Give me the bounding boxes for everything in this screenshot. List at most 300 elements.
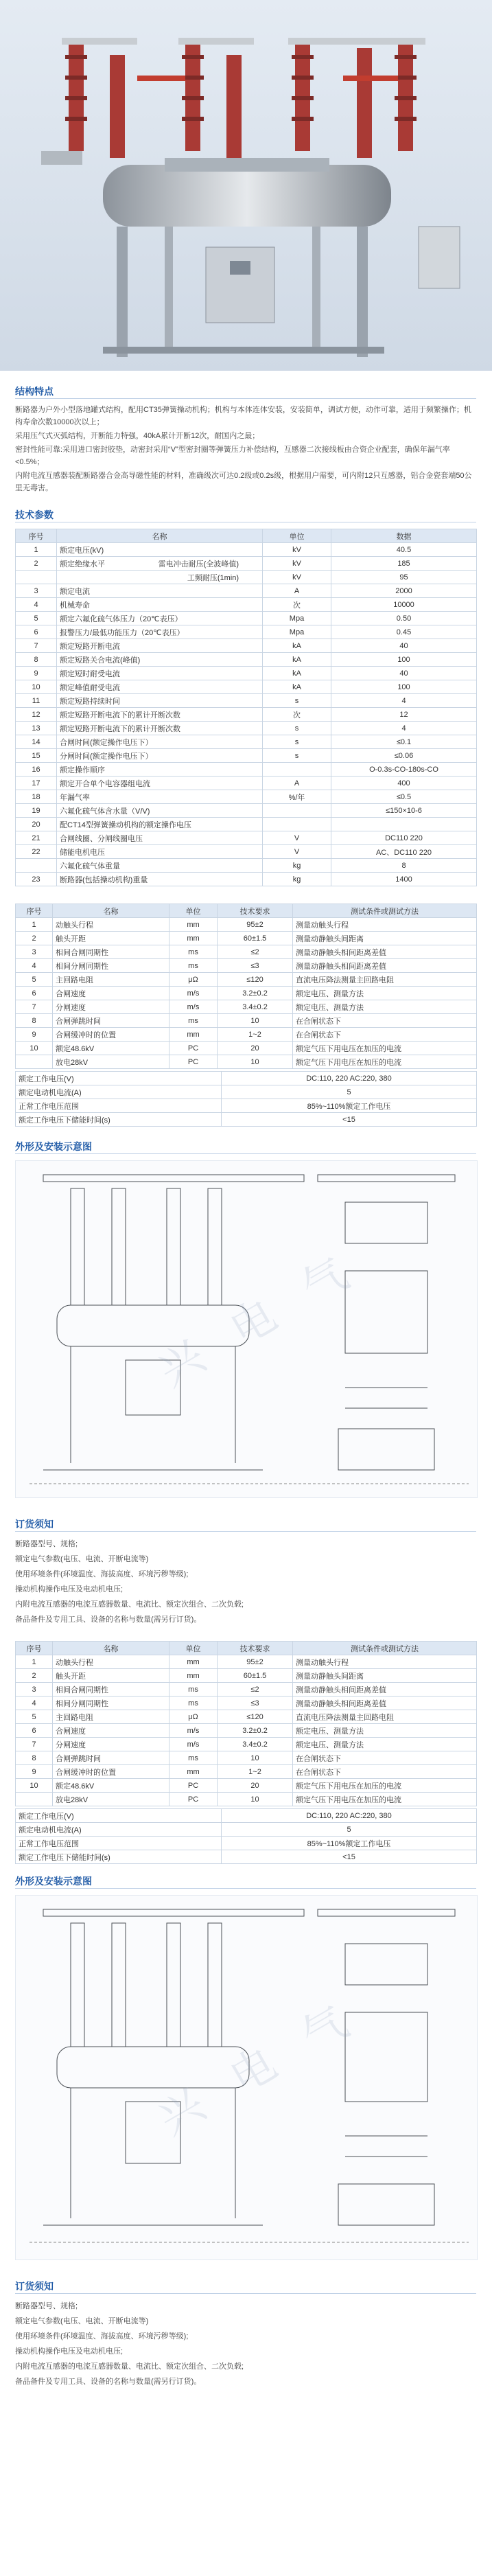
cell-index: 12 (16, 708, 57, 722)
table-row (16, 1724, 477, 1738)
cell-unit: Mpa (263, 625, 331, 639)
cell-name: 额定48.6kV (53, 1042, 169, 1055)
cell-name: 额定工作电压下储能时间(s) (16, 1850, 222, 1864)
cell-index: 16 (16, 763, 57, 777)
table-row (16, 735, 477, 749)
table-row (16, 584, 477, 598)
cell-requirement: ≤3 (218, 959, 293, 973)
section-divider (15, 1888, 476, 1889)
cell-unit: kV (263, 557, 331, 571)
cell-name: 额定短路开断电流下的累计开断次数 (57, 708, 263, 722)
section-title-structure: 结构特点 (15, 386, 54, 397)
cell-index: 5 (16, 973, 53, 987)
table-row (16, 1793, 477, 1806)
table-header-row (16, 904, 477, 918)
table-row (16, 612, 477, 625)
cell-unit: ms (169, 1697, 218, 1710)
cell-name: 额定工作电压下储能时间(s) (16, 1113, 222, 1127)
cell-value: DC:110, 220 AC:220, 380 (222, 1072, 477, 1085)
cell-index: 7 (16, 1000, 53, 1014)
cell-unit: kg (263, 859, 331, 873)
cell-index (16, 1793, 53, 1806)
cell-unit: m/s (169, 1738, 218, 1751)
cell-name: 主回路电阻 (53, 1710, 169, 1724)
table-row (16, 1072, 477, 1085)
table-row (16, 777, 477, 790)
watermark: 兴 电 气 (150, 1242, 368, 1397)
product-photo (0, 0, 492, 371)
cell-unit: s (263, 694, 331, 708)
col-header-requirement: 技术要求 (218, 1642, 293, 1655)
cell-name: 六氟化硫气体重量 (57, 859, 263, 873)
cell-method: 额定气压下用电压在加压的电流 (293, 1055, 477, 1069)
table-row (16, 1765, 477, 1779)
table-row (16, 639, 477, 653)
cell-unit: ms (169, 945, 218, 959)
cell-index: 7 (16, 1738, 53, 1751)
table-row (16, 667, 477, 680)
cell-unit: PC (169, 1779, 218, 1793)
table-row (16, 1113, 477, 1127)
cell-method: 额定气压下用电压在加压的电流 (293, 1793, 477, 1806)
col-header-value: 数据 (331, 529, 477, 543)
table-row (16, 571, 477, 584)
cell-name: 合闸时间(额定操作电压下） (57, 735, 263, 749)
cell-value: 4 (331, 694, 477, 708)
cell-value: 185 (331, 557, 477, 571)
cell-value: 4 (331, 722, 477, 735)
cell-index: 10 (16, 1779, 53, 1793)
cell-method: 在合闸状态下 (293, 1751, 477, 1765)
cell-value: 5 (222, 1823, 477, 1837)
table-row (16, 708, 477, 722)
cell-unit: μΩ (169, 973, 218, 987)
watermark: 兴 电 气 (150, 1990, 368, 2146)
cell-name: 储能电机电压 (57, 845, 263, 859)
order-note-item: 断路器型号、规格; (15, 2302, 78, 2310)
test-params-table (15, 904, 477, 1069)
outline-diagram-2 (15, 1895, 478, 2260)
table-row (16, 1710, 477, 1724)
cell-requirement: 60±1.5 (218, 932, 293, 945)
cell-method: 直流电压降法测量主回路电阻 (293, 973, 477, 987)
cell-name: 额定短路开断电流下的累计开断次数 (57, 722, 263, 735)
table-row (16, 749, 477, 763)
cell-name: 触头开距 (53, 1669, 169, 1683)
cell-unit: 次 (263, 598, 331, 612)
cell-value: 1400 (331, 873, 477, 886)
cell-requirement: 20 (218, 1042, 293, 1055)
cell-index: 5 (16, 612, 57, 625)
cell-method: 额定气压下用电压在加压的电流 (293, 1042, 477, 1055)
cell-subname: 雷电冲击耐压(全波峰值) (158, 560, 239, 568)
cell-index: 2 (16, 557, 57, 571)
cell-index: 11 (16, 694, 57, 708)
cell-method: 在合闸状态下 (293, 1028, 477, 1042)
cell-method: 额定电压、测量方法 (293, 1738, 477, 1751)
cell-name: 额定电动机电流(A) (16, 1085, 222, 1099)
table-row (16, 1809, 477, 1823)
cell-unit (263, 818, 331, 831)
cell-index: 3 (16, 1683, 53, 1697)
cell-index: 4 (16, 959, 53, 973)
cell-requirement: 20 (218, 1779, 293, 1793)
cell-value: ≤0.5 (331, 790, 477, 804)
cell-index (16, 1055, 53, 1069)
cell-unit: kV (263, 543, 331, 557)
cell-index: 3 (16, 584, 57, 598)
table-row (16, 680, 477, 694)
cell-name: 额定短时耐受电流 (57, 667, 263, 680)
table-header-row (16, 1642, 477, 1655)
section-divider (15, 1153, 476, 1154)
test-params-table-2 (15, 1641, 477, 1806)
section-divider (15, 398, 476, 399)
cell-method: 测量动静触头间距离 (293, 932, 477, 945)
order-note-item: 使用环境条件(环境温度、海拔高度、环境污秽等级); (15, 1570, 189, 1578)
cell-index: 8 (16, 1751, 53, 1765)
table-row (16, 653, 477, 667)
table-row (16, 845, 477, 859)
section-title-outline-2: 外形及安装示意图 (15, 1876, 92, 1887)
cell-value: ≤0.06 (331, 749, 477, 763)
structure-paragraph-3: 密封性能可靠:采用进口密封胶垫，动密封采用“V”型密封圈等弹簧压力补偿结构，互感器二次接线板由合资企业配套，确保年漏气率<0.5%； (15, 446, 450, 466)
cell-value: DC110 220 (331, 831, 477, 845)
cell-name: 额定峰值耐受电流 (57, 680, 263, 694)
table-row (16, 598, 477, 612)
cell-name: 断路器(包括操动机构)重量 (57, 873, 263, 886)
cell-unit: m/s (169, 1724, 218, 1738)
table-row (16, 1028, 477, 1042)
cell-name: 额定绝缘水平 (60, 560, 105, 568)
table-row (16, 1683, 477, 1697)
cell-name: 相间分闸同期性 (53, 959, 169, 973)
tech-params-table (15, 529, 477, 886)
cell-unit: mm (169, 932, 218, 945)
cell-unit: PC (169, 1042, 218, 1055)
cell-name: 合闸弹跳时间 (53, 1751, 169, 1765)
cell-unit: s (263, 749, 331, 763)
cell-requirement: ≤2 (218, 1683, 293, 1697)
cell-index: 4 (16, 1697, 53, 1710)
col-header-name: 名称 (53, 904, 169, 918)
cell-method: 测量动静触头相间距离差值 (293, 959, 477, 973)
table-row (16, 973, 477, 987)
cell-method: 在合闸状态下 (293, 1014, 477, 1028)
cell-name: 分闸速度 (53, 1738, 169, 1751)
cell-name: 额定操作顺序 (57, 763, 263, 777)
cell-unit: m/s (169, 1000, 218, 1014)
cell-name: 分闸速度 (53, 1000, 169, 1014)
col-header-index: 序号 (16, 529, 57, 543)
cell-index: 8 (16, 1014, 53, 1028)
cell-requirement: ≤2 (218, 945, 293, 959)
cell-value: 95 (331, 571, 477, 584)
cell-name: 合闸速度 (53, 1724, 169, 1738)
cell-value (331, 818, 477, 831)
cell-unit: kA (263, 680, 331, 694)
cell-unit: kg (263, 873, 331, 886)
cell-requirement: 1~2 (218, 1765, 293, 1779)
cell-index: 6 (16, 625, 57, 639)
table-row (16, 1850, 477, 1864)
cell-unit: s (263, 722, 331, 735)
col-header-method: 测试条件或测试方法 (293, 1642, 477, 1655)
cell-index: 21 (16, 831, 57, 845)
cell-requirement: ≤3 (218, 1697, 293, 1710)
cell-name: 分闸时间(额定操作电压下） (57, 749, 263, 763)
cell-value: 100 (331, 653, 477, 667)
cell-requirement: 10 (218, 1014, 293, 1028)
cell-name: 动触头行程 (53, 1655, 169, 1669)
table-row (16, 1099, 477, 1113)
cell-index: 10 (16, 1042, 53, 1055)
cell-method: 直流电压降法测量主回路电阻 (293, 1710, 477, 1724)
cell-unit: PC (169, 1793, 218, 1806)
cell-name: 合闸缓冲时的位置 (53, 1028, 169, 1042)
cell-index: 17 (16, 777, 57, 790)
cell-index: 6 (16, 987, 53, 1000)
cell-index: 9 (16, 667, 57, 680)
col-header-method: 测试条件或测试方法 (293, 904, 477, 918)
col-header-index: 序号 (16, 904, 53, 918)
col-header-requirement: 技术要求 (218, 904, 293, 918)
section-title-order-1: 订货须知 (15, 1519, 54, 1530)
cell-unit: ms (169, 1014, 218, 1028)
cell-requirement: 3.4±0.2 (218, 1000, 293, 1014)
cell-index: 8 (16, 653, 57, 667)
cell-index: 3 (16, 945, 53, 959)
cell-index: 1 (16, 918, 53, 932)
cell-value: 2000 (331, 584, 477, 598)
table-row (16, 763, 477, 777)
cell-name (57, 571, 263, 584)
table-row (16, 859, 477, 873)
table-row (16, 932, 477, 945)
table-row (16, 831, 477, 845)
cell-name: 额定开合单个电容器组电流 (57, 777, 263, 790)
section-divider (15, 1531, 476, 1532)
cell-method: 测量动触头行程 (293, 918, 477, 932)
cell-name: 六氟化硫气体含水量（V/V) (57, 804, 263, 818)
cell-unit: %/年 (263, 790, 331, 804)
cell-name: 配CT14型弹簧操动机构的额定操作电压 (57, 818, 263, 831)
table-row (16, 1751, 477, 1765)
cell-unit: 次 (263, 708, 331, 722)
cell-name: 触头开距 (53, 932, 169, 945)
table-row (16, 818, 477, 831)
structure-paragraph-1: 断路器为户外小型落地罐式结构，配用CT35弹簧操动机构；机构与本体连体安装，安装简单，调试方便，动作可靠，适用于频繁操作；机构寿命次数10000次以上； (15, 406, 471, 426)
table-row (16, 1669, 477, 1683)
cell-unit: ms (169, 959, 218, 973)
cell-method: 额定气压下用电压在加压的电流 (293, 1779, 477, 1793)
cell-unit: mm (169, 1028, 218, 1042)
cell-method: 测量动触头行程 (293, 1655, 477, 1669)
cell-index: 20 (16, 818, 57, 831)
outline-diagram-1 (15, 1160, 478, 1498)
cell-name: 额定48.6kV (53, 1779, 169, 1793)
col-header-unit: 单位 (169, 904, 218, 918)
cell-index: 18 (16, 790, 57, 804)
cell-name: 额定六氟化硫气体压力（20℃表压） (57, 612, 263, 625)
cell-value: 8 (331, 859, 477, 873)
col-header-unit: 单位 (169, 1642, 218, 1655)
table-row (16, 722, 477, 735)
cell-value: 12 (331, 708, 477, 722)
order-note-item: 内附电流互感器的电流互感器数量、电流比、额定次组合、二次负载; (15, 1600, 244, 1609)
cell-value: ≤150×10-6 (331, 804, 477, 818)
cell-name: 额定电动机电流(A) (16, 1823, 222, 1837)
cell-method: 测量动静触头间距离 (293, 1669, 477, 1683)
cell-value: <15 (222, 1113, 477, 1127)
cell-index: 4 (16, 598, 57, 612)
col-header-unit: 单位 (263, 529, 331, 543)
cell-requirement: 60±1.5 (218, 1669, 293, 1683)
structure-paragraph-2: 采用压气式灭弧结构，开断能力特强，40kA累计开断12次，耐国内之最； (15, 432, 260, 440)
table-row (16, 1823, 477, 1837)
cell-unit: A (263, 584, 331, 598)
cell-requirement: 3.2±0.2 (218, 987, 293, 1000)
cell-index: 13 (16, 722, 57, 735)
order-note-item: 额定电气参数(电压、电流、开断电流等) (15, 2317, 149, 2325)
structure-paragraph-4: 内附电流互感器装配断路器合金高导磁性能的材料，准确级次可达0.2级或0.2s级，根据用户需要，可内附12只互感器，铝合金瓷套端50公里无毒害。 (15, 472, 472, 492)
cell-name: 机械寿命 (57, 598, 263, 612)
section-title-tech-params: 技术参数 (15, 509, 54, 520)
section-title-outline-1: 外形及安装示意图 (15, 1141, 92, 1152)
order-note-item: 操动机构操作电压及电动机电压; (15, 1585, 124, 1594)
order-note-item: 备品备件及专用工具、设备的名称与数量(需另行订货)。 (15, 2378, 202, 2386)
cell-unit: μΩ (169, 1710, 218, 1724)
cell-unit: kA (263, 667, 331, 680)
cell-name: 额定短路持续时间 (57, 694, 263, 708)
circuit-breaker-illustration (0, 0, 492, 371)
cell-name: 相间合闸同期性 (53, 945, 169, 959)
cell-name: 额定电压(kV) (57, 543, 263, 557)
cell-unit: m/s (169, 987, 218, 1000)
cell-index (16, 571, 57, 584)
cell-unit: s (263, 735, 331, 749)
cell-requirement: 1~2 (218, 1028, 293, 1042)
table-row (16, 959, 477, 973)
order-note-item: 内附电流互感器的电流互感器数量、电流比、额定次组合、二次负载; (15, 2362, 244, 2371)
order-note-item: 使用环境条件(环境温度、海拔高度、环境污秽等级); (15, 2332, 189, 2341)
cell-unit: mm (169, 1765, 218, 1779)
cell-value: 0.50 (331, 612, 477, 625)
cell-unit (263, 763, 331, 777)
cell-value: 100 (331, 680, 477, 694)
cell-index: 9 (16, 1028, 53, 1042)
cell-name: 报警压力/最低功能压力（20℃表压） (57, 625, 263, 639)
table-row (16, 1085, 477, 1099)
cell-unit: V (263, 845, 331, 859)
order-note-item: 备品备件及专用工具、设备的名称与数量(需另行订货)。 (15, 1615, 202, 1624)
cell-value: 40 (331, 639, 477, 653)
table-row (16, 945, 477, 959)
cell-unit: PC (169, 1055, 218, 1069)
cell-value: ≤0.1 (331, 735, 477, 749)
cell-name: 放电28kV (53, 1793, 169, 1806)
cell-unit: kA (263, 653, 331, 667)
cell-name: 年漏气率 (57, 790, 263, 804)
cell-index: 10 (16, 680, 57, 694)
table-row (16, 1000, 477, 1014)
cell-method: 测量动静触头相间距离差值 (293, 945, 477, 959)
col-header-name: 名称 (57, 529, 263, 543)
cell-requirement: 10 (218, 1055, 293, 1069)
cell-name: 额定短路开断电流 (57, 639, 263, 653)
table-row (16, 1779, 477, 1793)
cell-requirement: 3.4±0.2 (218, 1738, 293, 1751)
cell-subname: 工频耐压(1min) (187, 573, 239, 582)
table-row (16, 1042, 477, 1055)
cell-requirement: 10 (218, 1793, 293, 1806)
cell-name: 合闸缓冲时的位置 (53, 1765, 169, 1779)
col-header-name: 名称 (53, 1642, 169, 1655)
table-row (16, 625, 477, 639)
table-row (16, 1055, 477, 1069)
cell-requirement: ≤120 (218, 1710, 293, 1724)
cell-value: DC:110, 220 AC:220, 380 (222, 1809, 477, 1823)
cell-index: 5 (16, 1710, 53, 1724)
cell-requirement: 95±2 (218, 1655, 293, 1669)
table-row (16, 557, 477, 571)
cell-method: 额定电压、测量方法 (293, 987, 477, 1000)
cell-unit: mm (169, 1669, 218, 1683)
cell-name: 相间合闸同期性 (53, 1683, 169, 1697)
cell-unit: ms (169, 1683, 218, 1697)
cell-unit: kA (263, 639, 331, 653)
cell-requirement: 10 (218, 1751, 293, 1765)
cell-index (16, 859, 57, 873)
cell-name: 正常工作电压范围 (16, 1837, 222, 1850)
cell-value: 400 (331, 777, 477, 790)
cell-value: 85%~110%额定工作电压 (222, 1837, 477, 1850)
table-row (16, 1697, 477, 1710)
cell-index: 6 (16, 1724, 53, 1738)
table-row (16, 790, 477, 804)
cell-requirement: 3.2±0.2 (218, 1724, 293, 1738)
cell-name: 相间分闸同期性 (53, 1697, 169, 1710)
cell-method: 测量动静触头相间距离差值 (293, 1697, 477, 1710)
table-row (16, 804, 477, 818)
cell-value: O-0.3s-CO-180s-CO (331, 763, 477, 777)
cell-name: 合闸速度 (53, 987, 169, 1000)
cell-method: 测量动静触头相间距离差值 (293, 1683, 477, 1697)
cell-index: 1 (16, 1655, 53, 1669)
order-note-item: 额定电气参数(电压、电流、开断电流等) (15, 1555, 149, 1563)
section-title-order-2: 订货须知 (15, 2281, 54, 2292)
table-row (16, 873, 477, 886)
cell-name: 额定电流 (57, 584, 263, 598)
cell-unit (263, 804, 331, 818)
cell-value: <15 (222, 1850, 477, 1864)
cell-method: 额定电压、测量方法 (293, 1724, 477, 1738)
cell-unit: A (263, 777, 331, 790)
table-row (16, 1738, 477, 1751)
cell-unit: kV (263, 571, 331, 584)
cell-index: 19 (16, 804, 57, 818)
section-divider (15, 2293, 476, 2294)
table-row (16, 1014, 477, 1028)
cell-name: 正常工作电压范围 (16, 1099, 222, 1113)
cell-index: 15 (16, 749, 57, 763)
cell-name: 合闸线圈、分闸线圈电压 (57, 831, 263, 845)
table-row (16, 1837, 477, 1850)
motor-params-table (15, 1071, 477, 1127)
cell-value: 85%~110%额定工作电压 (222, 1099, 477, 1113)
cell-index: 1 (16, 543, 57, 557)
cell-name: 合闸弹跳时间 (53, 1014, 169, 1028)
